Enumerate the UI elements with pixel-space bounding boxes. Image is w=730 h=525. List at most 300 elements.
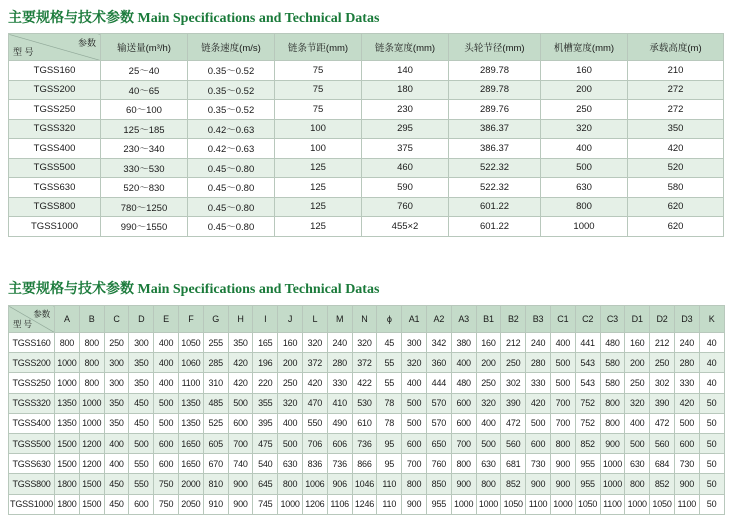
- table-row: [9, 178, 724, 198]
- value-cell: 1500: [79, 474, 104, 494]
- value-cell: 50: [699, 393, 724, 413]
- value-cell: 1106: [327, 494, 352, 514]
- value-cell: 480: [600, 333, 625, 353]
- model-cell: TGSS630: [9, 454, 55, 474]
- value-cell: 125: [275, 158, 362, 178]
- value-cell: 100: [275, 119, 362, 139]
- value-cell: 125～185: [101, 119, 188, 139]
- value-cell: 196: [253, 353, 278, 373]
- value-cell: 25～40: [101, 61, 188, 81]
- value-cell: 386.37: [449, 139, 541, 159]
- value-cell: 250: [476, 373, 501, 393]
- value-cell: 320: [625, 393, 650, 413]
- value-cell: 900: [228, 474, 253, 494]
- table-row: [9, 494, 725, 514]
- value-cell: 55: [377, 373, 402, 393]
- value-cell: 1800: [55, 474, 80, 494]
- value-cell: 600: [129, 494, 154, 514]
- value-cell: 160: [278, 333, 303, 353]
- value-cell: 100: [275, 139, 362, 159]
- value-cell: 1500: [79, 494, 104, 514]
- value-cell: 444: [426, 373, 451, 393]
- column-header: D1: [625, 306, 650, 333]
- value-cell: 580: [600, 373, 625, 393]
- value-cell: 125: [275, 178, 362, 198]
- value-cell: 800: [79, 333, 104, 353]
- value-cell: 540: [253, 454, 278, 474]
- value-cell: 500: [625, 433, 650, 453]
- value-cell: 810: [203, 474, 228, 494]
- value-cell: 1350: [55, 393, 80, 413]
- value-cell: 600: [451, 393, 476, 413]
- value-cell: 1500: [55, 454, 80, 474]
- value-cell: 600: [451, 413, 476, 433]
- value-cell: 280: [674, 353, 699, 373]
- table-row: [9, 333, 725, 353]
- value-cell: 350: [129, 373, 154, 393]
- column-header: F: [178, 306, 203, 333]
- value-cell: 320: [476, 393, 501, 413]
- value-cell: 230～340: [101, 139, 188, 159]
- value-cell: 272: [628, 80, 724, 100]
- value-cell: 212: [650, 333, 675, 353]
- value-cell: 295: [362, 119, 449, 139]
- value-cell: 606: [327, 433, 352, 453]
- value-cell: 420: [674, 393, 699, 413]
- value-cell: 160: [625, 333, 650, 353]
- value-cell: 50: [699, 474, 724, 494]
- column-header: C: [104, 306, 129, 333]
- value-cell: 355: [253, 393, 278, 413]
- value-cell: 900: [526, 474, 551, 494]
- value-cell: 700: [228, 433, 253, 453]
- value-cell: 400: [154, 333, 179, 353]
- model-cell: TGSS500: [9, 158, 101, 178]
- value-cell: 700: [451, 433, 476, 453]
- column-header: 机槽宽度(mm): [541, 34, 628, 61]
- value-cell: 800: [278, 474, 303, 494]
- value-cell: 400: [104, 454, 129, 474]
- value-cell: 600: [674, 433, 699, 453]
- column-header: 输送量(m³/h): [101, 34, 188, 61]
- value-cell: 400: [550, 333, 575, 353]
- value-cell: 289.78: [449, 80, 541, 100]
- value-cell: 240: [327, 333, 352, 353]
- value-cell: 360: [426, 353, 451, 373]
- value-cell: 500: [154, 413, 179, 433]
- value-cell: 350: [104, 413, 129, 433]
- value-cell: 45: [377, 333, 402, 353]
- value-cell: 800: [451, 454, 476, 474]
- value-cell: 400: [402, 373, 427, 393]
- value-cell: 500: [402, 413, 427, 433]
- value-cell: 955: [426, 494, 451, 514]
- value-cell: 300: [104, 353, 129, 373]
- value-cell: 522.32: [449, 178, 541, 198]
- value-cell: 400: [278, 413, 303, 433]
- value-cell: 320: [302, 333, 327, 353]
- value-cell: 1046: [352, 474, 377, 494]
- value-cell: 500: [541, 158, 628, 178]
- value-cell: 40: [699, 333, 724, 353]
- value-cell: 50: [699, 433, 724, 453]
- value-cell: 125: [275, 217, 362, 237]
- value-cell: 180: [362, 80, 449, 100]
- value-cell: 600: [154, 454, 179, 474]
- value-cell: 736: [327, 454, 352, 474]
- spec-table-1-title: 主要规格与技术参数 Main Specifications and Technical Datas: [8, 11, 380, 26]
- value-cell: 1000: [55, 353, 80, 373]
- value-cell: 480: [451, 373, 476, 393]
- param-label: 参数: [33, 309, 50, 319]
- value-cell: 630: [278, 454, 303, 474]
- value-cell: 900: [451, 474, 476, 494]
- value-cell: 95: [377, 433, 402, 453]
- value-cell: 420: [628, 139, 724, 159]
- table-row: [9, 433, 725, 453]
- value-cell: 1006: [302, 474, 327, 494]
- value-cell: 50: [699, 454, 724, 474]
- value-cell: 350: [628, 119, 724, 139]
- value-cell: 560: [501, 433, 526, 453]
- value-cell: 900: [550, 454, 575, 474]
- value-cell: 250: [650, 353, 675, 373]
- value-cell: 630: [476, 454, 501, 474]
- value-cell: 165: [253, 333, 278, 353]
- value-cell: 375: [362, 139, 449, 159]
- value-cell: 550: [302, 413, 327, 433]
- value-cell: 1060: [178, 353, 203, 373]
- value-cell: 550: [129, 474, 154, 494]
- value-cell: 800: [55, 333, 80, 353]
- value-cell: 620: [628, 217, 724, 237]
- column-header: A1: [402, 306, 427, 333]
- value-cell: 730: [674, 454, 699, 474]
- value-cell: 1650: [178, 454, 203, 474]
- value-cell: 500: [402, 393, 427, 413]
- column-header: D: [129, 306, 154, 333]
- value-cell: 852: [650, 474, 675, 494]
- table-row: [9, 474, 725, 494]
- value-cell: 450: [129, 413, 154, 433]
- model-cell: TGSS500: [9, 433, 55, 453]
- value-cell: 500: [278, 433, 303, 453]
- model-cell: TGSS400: [9, 413, 55, 433]
- value-cell: 500: [526, 413, 551, 433]
- value-cell: 525: [203, 413, 228, 433]
- column-header: A3: [451, 306, 476, 333]
- model-cell: TGSS160: [9, 333, 55, 353]
- table-row: [9, 373, 725, 393]
- value-cell: 472: [650, 413, 675, 433]
- value-cell: 250: [625, 373, 650, 393]
- value-cell: 75: [275, 100, 362, 120]
- value-cell: 472: [501, 413, 526, 433]
- value-cell: 0.35～0.52: [188, 100, 275, 120]
- model-cell: TGSS400: [9, 139, 101, 159]
- value-cell: 400: [541, 139, 628, 159]
- corner-header-cell: [9, 306, 55, 333]
- value-cell: 500: [129, 433, 154, 453]
- value-cell: 0.45～0.80: [188, 197, 275, 217]
- value-cell: 310: [203, 373, 228, 393]
- value-cell: 0.45～0.80: [188, 178, 275, 198]
- value-cell: 800: [402, 474, 427, 494]
- column-header: G: [203, 306, 228, 333]
- value-cell: 570: [426, 413, 451, 433]
- value-cell: 1000: [550, 494, 575, 514]
- value-cell: 250: [104, 333, 129, 353]
- column-header: H: [228, 306, 253, 333]
- value-cell: 955: [575, 454, 600, 474]
- value-cell: 605: [203, 433, 228, 453]
- value-cell: 1050: [501, 494, 526, 514]
- value-cell: 750: [154, 494, 179, 514]
- model-cell: TGSS1000: [9, 217, 101, 237]
- value-cell: 910: [203, 494, 228, 514]
- value-cell: 670: [203, 454, 228, 474]
- value-cell: 450: [129, 393, 154, 413]
- column-header: N: [352, 306, 377, 333]
- value-cell: 300: [402, 333, 427, 353]
- value-cell: 1000: [600, 454, 625, 474]
- value-cell: 422: [352, 373, 377, 393]
- corner-header-cell: [9, 34, 101, 61]
- value-cell: 200: [625, 353, 650, 373]
- value-cell: 1200: [79, 454, 104, 474]
- value-cell: 160: [476, 333, 501, 353]
- value-cell: 752: [575, 393, 600, 413]
- value-cell: 372: [302, 353, 327, 373]
- spec-table-1: [8, 33, 724, 237]
- value-cell: 520～830: [101, 178, 188, 198]
- value-cell: 800: [625, 474, 650, 494]
- value-cell: 600: [526, 433, 551, 453]
- value-cell: 1100: [178, 373, 203, 393]
- value-cell: 500: [674, 413, 699, 433]
- table-row: [9, 413, 725, 433]
- value-cell: 852: [575, 433, 600, 453]
- value-cell: 1206: [302, 494, 327, 514]
- value-cell: 1000: [79, 393, 104, 413]
- value-cell: 1000: [79, 413, 104, 433]
- value-cell: 410: [327, 393, 352, 413]
- value-cell: 372: [352, 353, 377, 373]
- table-row: [9, 353, 725, 373]
- column-header: A: [55, 306, 80, 333]
- value-cell: 600: [228, 413, 253, 433]
- value-cell: 1000: [476, 494, 501, 514]
- value-cell: 250: [501, 353, 526, 373]
- value-cell: 289.78: [449, 61, 541, 81]
- value-cell: 420: [302, 373, 327, 393]
- value-cell: 475: [253, 433, 278, 453]
- column-header: D2: [650, 306, 675, 333]
- value-cell: 485: [203, 393, 228, 413]
- value-cell: 250: [278, 373, 303, 393]
- value-cell: 500: [550, 353, 575, 373]
- value-cell: 836: [302, 454, 327, 474]
- table-row: [9, 454, 725, 474]
- value-cell: 0.35～0.52: [188, 61, 275, 81]
- value-cell: 800: [476, 474, 501, 494]
- model-cell: TGSS630: [9, 178, 101, 198]
- value-cell: 543: [575, 353, 600, 373]
- value-cell: 55: [377, 353, 402, 373]
- column-header: L: [302, 306, 327, 333]
- value-cell: 500: [550, 373, 575, 393]
- value-cell: 490: [327, 413, 352, 433]
- value-cell: 906: [327, 474, 352, 494]
- value-cell: 800: [550, 433, 575, 453]
- model-cell: TGSS320: [9, 393, 55, 413]
- value-cell: 1350: [55, 413, 80, 433]
- model-cell: TGSS250: [9, 373, 55, 393]
- value-cell: 1500: [55, 433, 80, 453]
- value-cell: 320: [402, 353, 427, 373]
- column-header: D3: [674, 306, 699, 333]
- value-cell: 400: [451, 353, 476, 373]
- value-cell: 450: [104, 474, 129, 494]
- value-cell: 230: [362, 100, 449, 120]
- value-cell: 645: [253, 474, 278, 494]
- value-cell: 1200: [79, 433, 104, 453]
- spec-table-2: [8, 305, 725, 515]
- value-cell: 330: [674, 373, 699, 393]
- value-cell: 140: [362, 61, 449, 81]
- value-cell: 1000: [600, 474, 625, 494]
- column-header: M: [327, 306, 352, 333]
- value-cell: 50: [699, 413, 724, 433]
- value-cell: 543: [575, 373, 600, 393]
- value-cell: 610: [352, 413, 377, 433]
- value-cell: 240: [674, 333, 699, 353]
- model-cell: TGSS200: [9, 80, 101, 100]
- value-cell: 706: [302, 433, 327, 453]
- value-cell: 1050: [650, 494, 675, 514]
- value-cell: 0.42～0.63: [188, 119, 275, 139]
- value-cell: 580: [628, 178, 724, 198]
- model-cell: TGSS800: [9, 474, 55, 494]
- model-cell: TGSS160: [9, 61, 101, 81]
- value-cell: 560: [650, 433, 675, 453]
- column-header: C1: [550, 306, 575, 333]
- value-cell: 500: [476, 433, 501, 453]
- value-cell: 955: [575, 474, 600, 494]
- value-cell: 280: [526, 353, 551, 373]
- value-cell: 400: [154, 373, 179, 393]
- value-cell: 752: [575, 413, 600, 433]
- value-cell: 441: [575, 333, 600, 353]
- column-header: 链条速度(m/s): [188, 34, 275, 61]
- value-cell: 800: [600, 393, 625, 413]
- column-header: C3: [600, 306, 625, 333]
- value-cell: 1000: [451, 494, 476, 514]
- value-cell: 78: [377, 413, 402, 433]
- value-cell: 1100: [600, 494, 625, 514]
- value-cell: 380: [451, 333, 476, 353]
- value-cell: 386.37: [449, 119, 541, 139]
- value-cell: 1650: [178, 433, 203, 453]
- value-cell: 800: [79, 353, 104, 373]
- value-cell: 530: [352, 393, 377, 413]
- value-cell: 400: [476, 413, 501, 433]
- value-cell: 1350: [178, 413, 203, 433]
- value-cell: 400: [104, 433, 129, 453]
- value-cell: 1800: [55, 494, 80, 514]
- value-cell: 285: [203, 353, 228, 373]
- column-header: I: [253, 306, 278, 333]
- value-cell: 330: [526, 373, 551, 393]
- value-cell: 400: [625, 413, 650, 433]
- value-cell: 400: [154, 353, 179, 373]
- value-cell: 1050: [178, 333, 203, 353]
- value-cell: 110: [377, 494, 402, 514]
- value-cell: 210: [628, 61, 724, 81]
- value-cell: 522.32: [449, 158, 541, 178]
- value-cell: 255: [203, 333, 228, 353]
- value-cell: 780～1250: [101, 197, 188, 217]
- column-header: K: [699, 306, 724, 333]
- model-label: 型 号: [13, 47, 34, 57]
- column-header: B3: [526, 306, 551, 333]
- value-cell: 300: [129, 333, 154, 353]
- value-cell: 395: [253, 413, 278, 433]
- table-row: [9, 61, 724, 81]
- value-cell: 730: [526, 454, 551, 474]
- value-cell: 350: [104, 393, 129, 413]
- table-row: [9, 158, 724, 178]
- value-cell: 320: [278, 393, 303, 413]
- column-header: B1: [476, 306, 501, 333]
- value-cell: 390: [501, 393, 526, 413]
- value-cell: 289.76: [449, 100, 541, 120]
- table-row: [9, 80, 724, 100]
- value-cell: 1000: [278, 494, 303, 514]
- value-cell: 1000: [541, 217, 628, 237]
- value-cell: 630: [541, 178, 628, 198]
- param-label: 参数: [77, 38, 96, 48]
- value-cell: 350: [129, 353, 154, 373]
- value-cell: 700: [402, 454, 427, 474]
- value-cell: 302: [650, 373, 675, 393]
- value-cell: 0.35～0.52: [188, 80, 275, 100]
- value-cell: 500: [228, 393, 253, 413]
- value-cell: 330～530: [101, 158, 188, 178]
- value-cell: 1246: [352, 494, 377, 514]
- model-cell: TGSS320: [9, 119, 101, 139]
- value-cell: 0.45～0.80: [188, 217, 275, 237]
- value-cell: 866: [352, 454, 377, 474]
- value-cell: 760: [362, 197, 449, 217]
- value-cell: 736: [352, 433, 377, 453]
- value-cell: 250: [541, 100, 628, 120]
- value-cell: 300: [104, 373, 129, 393]
- value-cell: 700: [550, 413, 575, 433]
- value-cell: 470: [302, 393, 327, 413]
- value-cell: 852: [501, 474, 526, 494]
- value-cell: 900: [402, 494, 427, 514]
- value-cell: 0.45～0.80: [188, 158, 275, 178]
- value-cell: 50: [699, 494, 724, 514]
- value-cell: 600: [402, 433, 427, 453]
- value-cell: 125: [275, 197, 362, 217]
- value-cell: 684: [650, 454, 675, 474]
- value-cell: 800: [79, 373, 104, 393]
- value-cell: 601.22: [449, 217, 541, 237]
- value-cell: 420: [526, 393, 551, 413]
- value-cell: 1000: [625, 494, 650, 514]
